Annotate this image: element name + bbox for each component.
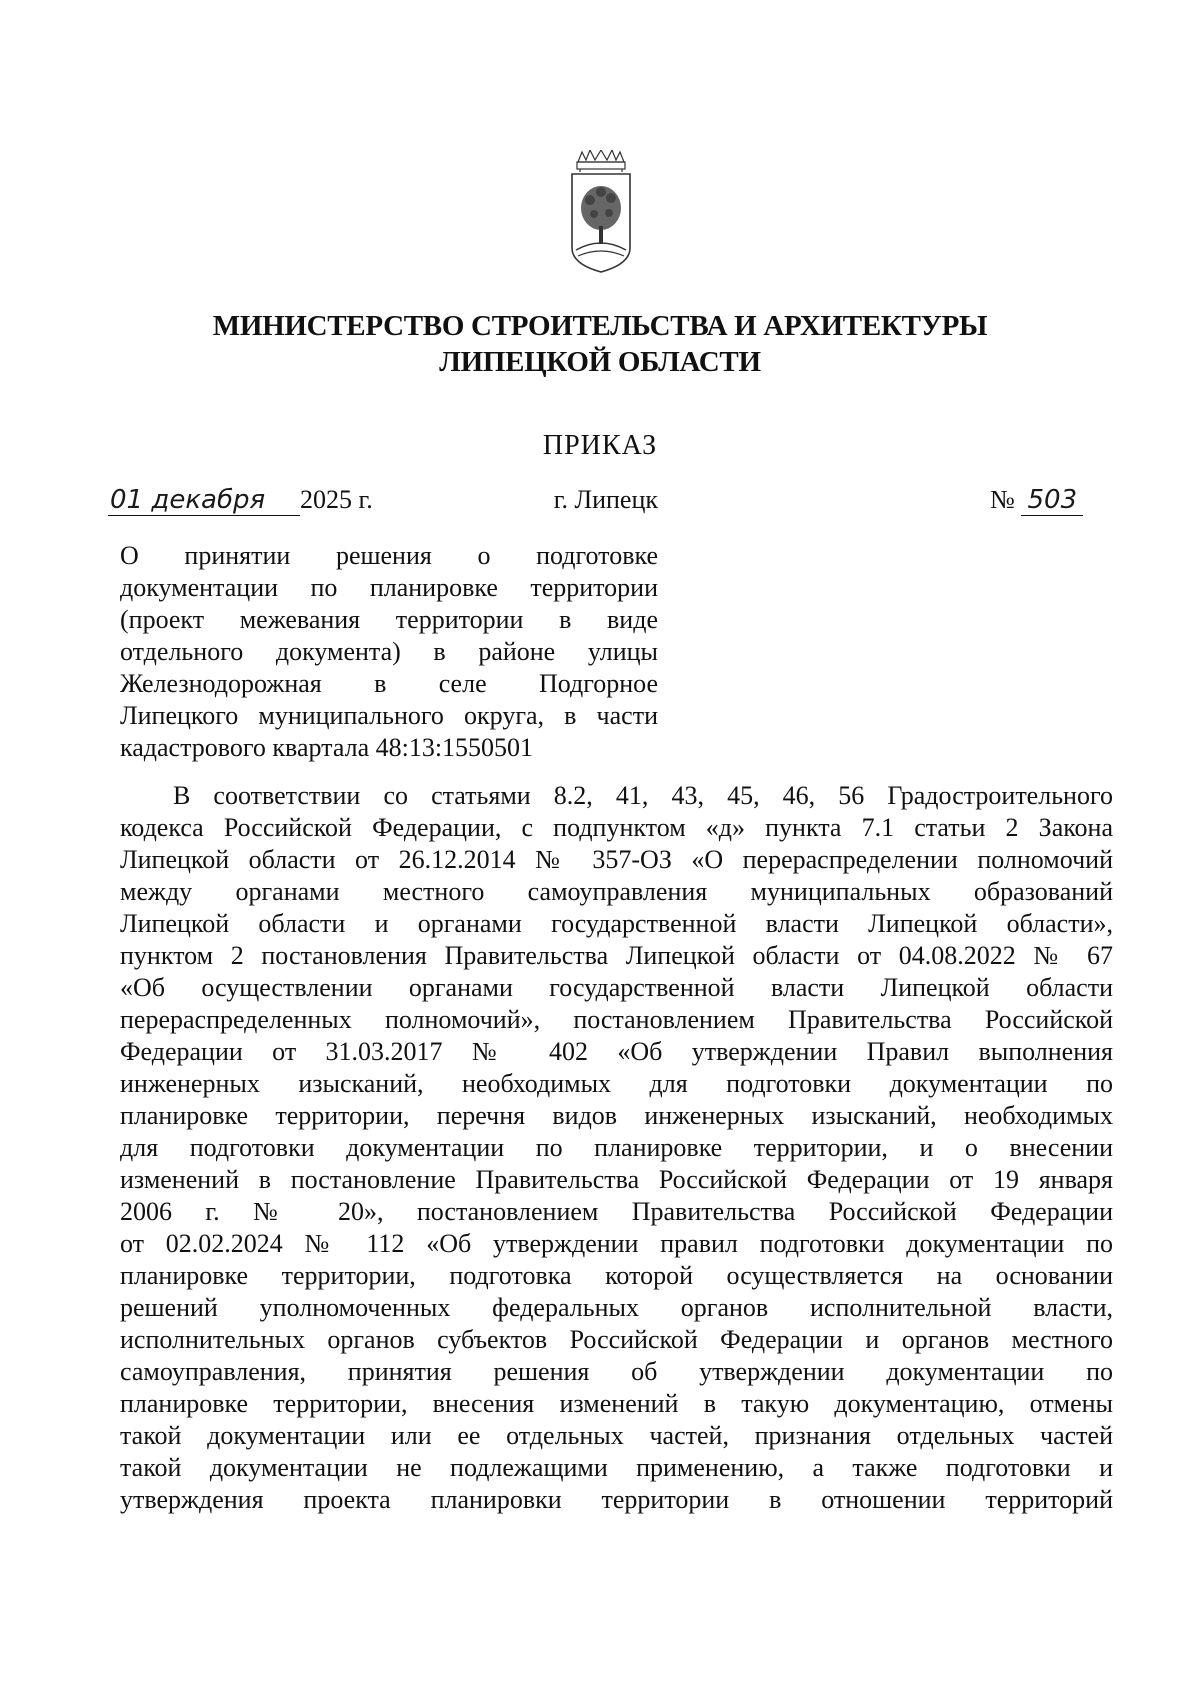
- order-body: [120, 780, 1113, 1516]
- body-line: решений уполномоченных федеральных органов исполнительной власти,: [120, 1293, 1113, 1322]
- body-line: планировке территории, подготовка которой осуществляется на основании: [120, 1261, 1113, 1290]
- body-line: планировке территории, внесения изменений в такую документацию, отмены: [120, 1389, 1113, 1418]
- subject-line: отдельного документа) в районе улицы: [120, 637, 658, 666]
- body-line: такой документации не подлежащими применению, а также подготовки и: [120, 1453, 1113, 1482]
- body-line: Липецкой области и органами государственной власти Липецкой области»,: [120, 909, 1113, 938]
- subject-line: О принятии решения о подготовке: [120, 541, 658, 570]
- subject-line: Железнодорожная в селе Подгорное: [120, 669, 658, 698]
- body-line: перераспределенных полномочий», постановлением Правительства Российской: [120, 1005, 1113, 1034]
- body-line: кодекса Российской Федерации, с подпунктом «д» пункта 7.1 статьи 2 Закона: [120, 813, 1113, 842]
- ministry-name: [150, 308, 1050, 380]
- body-line: Федерации от 31.03.2017 № 402 «Об утверждении Правил выполнения: [120, 1037, 1113, 1066]
- body-line: «Об осуществлении органами государственной власти Липецкой области: [120, 973, 1113, 1002]
- body-line: 2006 г. № 20», постановлением Правительства Российской Федерации: [120, 1197, 1113, 1226]
- order-subject: [120, 540, 658, 764]
- order-date: [108, 485, 408, 525]
- body-line: для подготовки документации по планировке территории, и о внесении: [120, 1133, 1113, 1162]
- order-city: г. Липецк: [553, 485, 658, 514]
- order-number: [990, 485, 1100, 525]
- body-line: исполнительных органов субъектов Российской Федерации и органов местного: [120, 1325, 1113, 1354]
- ministry-name-line2: ЛИПЕЦКОЙ ОБЛАСТИ: [439, 346, 761, 378]
- document-type: ПРИКАЗ: [542, 430, 658, 461]
- handwritten-date: 01 декабря: [108, 485, 300, 516]
- body-line: такой документации или ее отдельных частей, признания отдельных частей: [120, 1421, 1113, 1450]
- body-line: изменений в постановление Правительства Российской Федерации от 19 января: [120, 1165, 1113, 1194]
- body-line: Липецкой области от 26.12.2014 № 357-ОЗ «О перераспределении полномочий: [120, 845, 1113, 874]
- body-line: инженерных изысканий, необходимых для подготовки документации по: [120, 1069, 1113, 1098]
- subject-line: документации по планировке территории: [120, 573, 658, 602]
- handwritten-number: 503: [1021, 485, 1083, 516]
- coat-of-arms-icon: [566, 150, 636, 274]
- number-prefix: №: [990, 485, 1015, 514]
- subject-line: кадастрового квартала 48:13:1550501: [120, 733, 534, 762]
- body-line: от 02.02.2024 № 112 «Об утверждении правил подготовки документации по: [120, 1229, 1113, 1258]
- body-line: планировке территории, перечня видов инженерных изысканий, необходимых: [120, 1101, 1113, 1130]
- body-line: между органами местного самоуправления муниципальных образований: [120, 877, 1113, 906]
- subject-line: (проект межевания территории в виде: [120, 605, 658, 634]
- body-line: В соответствии со статьями 8.2, 41, 43, 45, 46, 56 Градостроительного: [173, 781, 1113, 810]
- body-line: самоуправления, принятия решения об утверждении документации по: [120, 1357, 1113, 1386]
- body-line: утверждения проекта планировки территории в отношении территорий: [120, 1485, 1113, 1514]
- order-year: 2025 г.: [300, 485, 373, 514]
- subject-line: Липецкого муниципального округа, в части: [120, 701, 658, 730]
- body-line: пунктом 2 постановления Правительства Липецкой области от 04.08.2022 № 67: [120, 941, 1113, 970]
- ministry-name-line1: МИНИСТЕРСТВО СТРОИТЕЛЬСТВА И АРХИТЕКТУРЫ: [212, 310, 988, 342]
